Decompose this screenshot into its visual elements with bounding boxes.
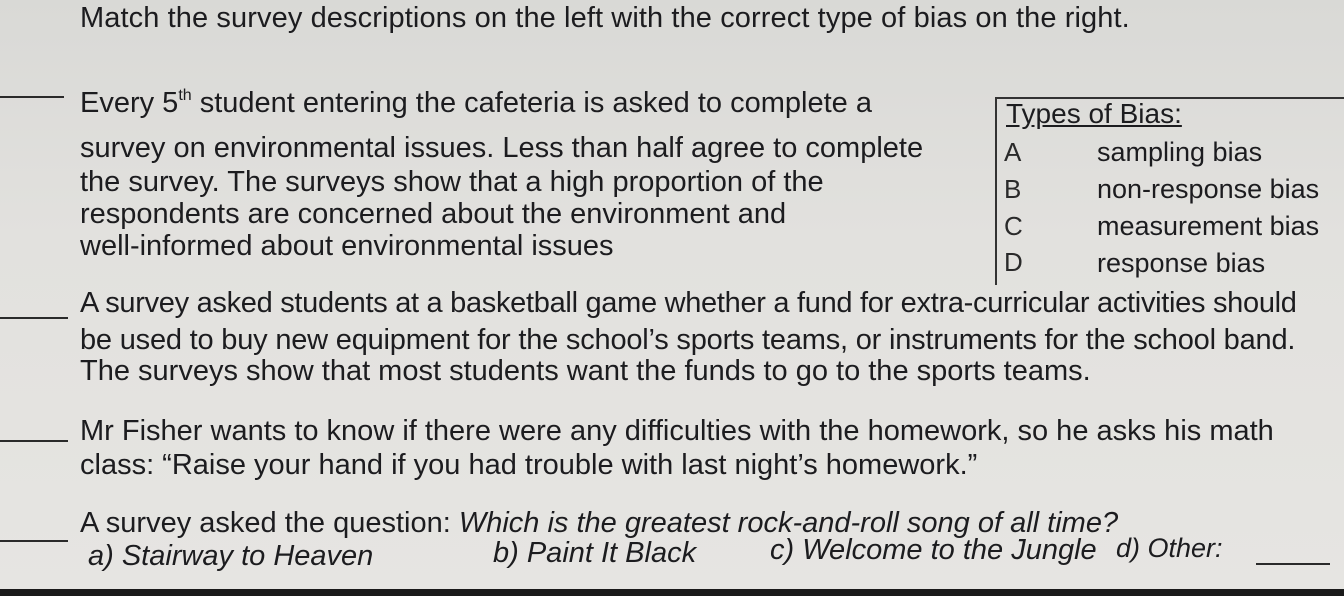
question-1-line-4: respondents are concerned about the environment and xyxy=(80,198,787,230)
bias-name-c: measurement bias xyxy=(1097,211,1320,241)
page-bottom-edge xyxy=(0,589,1344,596)
answer-blank-4[interactable] xyxy=(0,540,68,542)
option-a: a) Stairway to Heaven xyxy=(88,540,374,572)
question-3-line-1: Mr Fisher wants to know if there were any difficulties with the homework, so he asks his math xyxy=(80,415,1274,447)
question-4-line-1: A survey asked the question: Which is the greatest rock-and-roll song of all time? xyxy=(80,507,1119,539)
question-2-line-1: A survey asked students at a basketball game whether a fund for extra-curricular activities should xyxy=(80,287,1297,319)
bias-name-a: sampling bias xyxy=(1097,137,1263,167)
question-1-line-3: the survey. The surveys show that a high proportion of the xyxy=(80,166,824,198)
bias-letter-c: C xyxy=(1004,211,1023,241)
question-2-line-3: The surveys show that most students want the funds to go to the sports teams. xyxy=(80,355,1091,387)
question-1-line-1: Every 5th student entering the cafeteria is asked to complete a xyxy=(80,87,872,119)
question-1-line-2: survey on environmental issues. Less than half agree to complete xyxy=(80,132,924,164)
other-answer-blank[interactable] xyxy=(1256,563,1330,565)
bias-types-heading: Types of Bias: xyxy=(1006,98,1182,129)
question-1-line-5: well-informed about environmental issues xyxy=(80,230,614,262)
answer-blank-2[interactable] xyxy=(0,317,68,319)
question-4-prompt: Which is the greatest rock-and-roll song of all time? xyxy=(458,507,1119,539)
instructions: Match the survey descriptions on the left with the correct type of bias on the right. xyxy=(80,2,1130,34)
bias-letter-b: B xyxy=(1004,174,1022,204)
option-d: d) Other: xyxy=(1116,533,1223,563)
ordinal-suffix: th xyxy=(178,87,192,104)
question-2-line-2: be used to buy new equipment for the school’s sports teams, or instruments for the school band. xyxy=(80,324,1296,356)
bias-name-b: non-response bias xyxy=(1097,174,1320,204)
bias-letter-a: A xyxy=(1004,137,1022,167)
option-c: c) Welcome to the Jungle xyxy=(770,534,1097,566)
bias-name-d: response bias xyxy=(1097,248,1266,278)
answer-blank-3[interactable] xyxy=(0,440,68,442)
answer-blank-1[interactable] xyxy=(0,96,64,98)
option-b: b) Paint It Black xyxy=(493,537,697,569)
bias-letter-d: D xyxy=(1004,247,1023,277)
question-3-line-2: class: “Raise your hand if you had trouble with last night’s homework.” xyxy=(80,449,978,481)
